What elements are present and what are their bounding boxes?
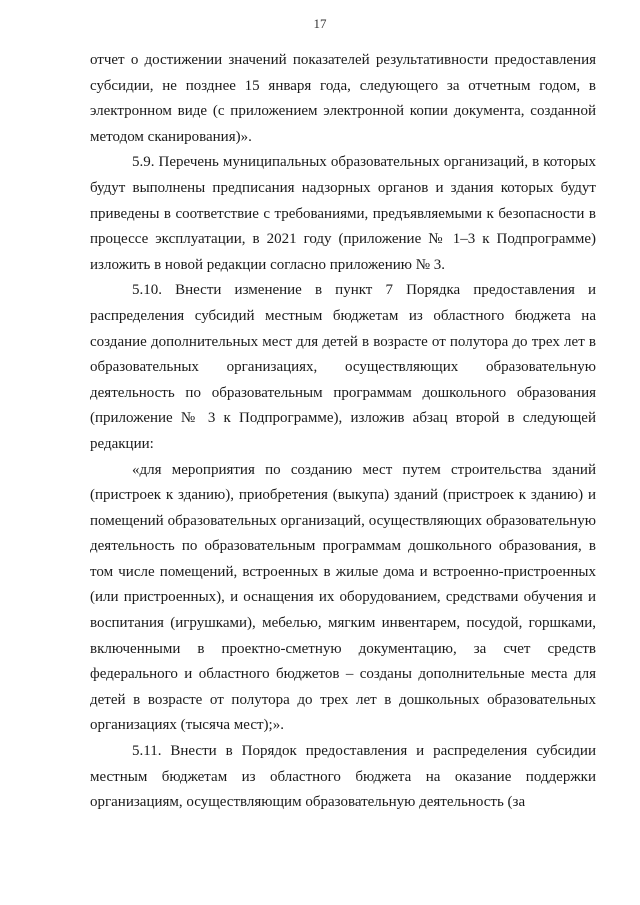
paragraph-5-9: 5.9. Перечень муниципальных образовательных организаций, в которых будут выполнены предписания надзорных органов и здания которых будут приведены в соответствие с требованиями, предъявляемыми к безопасности в процессе эксплуатации, в 2021 году (приложение № 1–3 к Подпрограмме) изложить в новой редакции согласно приложению № 3.	[90, 154, 596, 273]
paragraph-5-11: 5.11. Внести в Порядок предоставления и распределения субсидии местным бюджетам из областного бюджета на оказание поддержки организациям, осуществляющим образовательную деятельность (за	[90, 743, 596, 811]
page-number: 17	[313, 16, 327, 31]
paragraph-continuation: отчет о достижении значений показателей результативности предоставления субсидии, не позднее 15 января года, следующего за отчетным годом, в электронном виде (с приложением электронной копии документа, созданной методом сканирования)».	[90, 52, 596, 145]
paragraph-quote: «для мероприятия по созданию мест путем строительства зданий (пристроек к зданию), приобретения (выкупа) зданий (пристроек к зданию) и помещений образовательных организаций, осуществляющих образовательную деятельность по образовательным программам дошкольного образования, в том числе помещений, встроенных в жилые дома и встроенно-пристроенных (или пристроенных), и оснащения их оборудованием, средствами обучения и воспитания (игрушками), мебелью, мягким инвентарем, посудой, горшками, включенными в проектно-сметную документацию, за счет средств федерального и областного бюджетов – созданы дополнительные места для детей в возрасте от полутора до трех лет в дошкольных образовательных организациях (тысяча мест);».	[90, 461, 596, 734]
document-body	[90, 48, 596, 816]
paragraph-5-10: 5.10. Внести изменение в пункт 7 Порядка предоставления и распределения субсидий местным бюджетам из областного бюджета на создание дополнительных мест для детей в возрасте от полутора до трех лет в образовательных организациях, осуществляющих образовательную деятельность по образовательным программам дошкольного образования (приложение № 3 к Подпрограмме), изложив абзац второй в следующей редакции:	[90, 282, 596, 452]
